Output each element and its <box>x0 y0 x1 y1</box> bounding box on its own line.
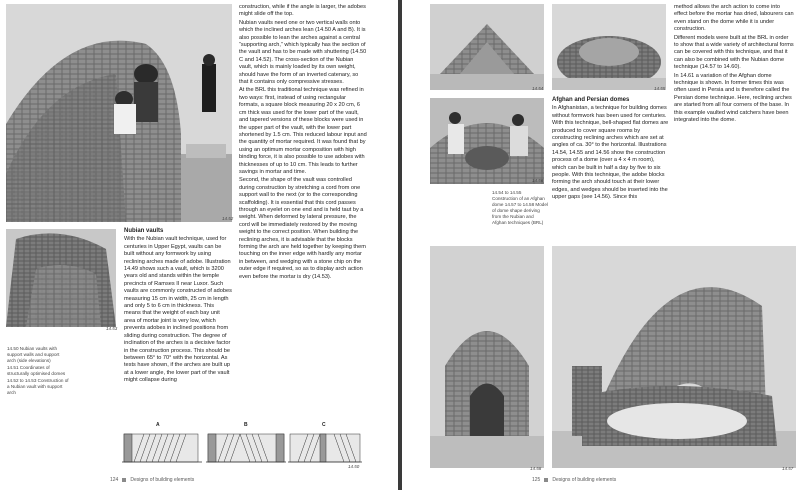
body-text: In Afghanistan, a technique for building domes without formwork has been used for centuries. With this technique, bell-shaped flat domes are produced to cover square rooms by constructing reclining arches which are set at angles of ca. 30° to the horizontal. Illustrations 14.54, 14.55 and 14.56 show the construction process of a dome (over a 4 x 4 m room), which can be built in half a day by five to six people. With this technique, the adobe blocks forming the arch should touch at their lower edges, and wedges should be inserted into the upper gaps (see 14.56). Since this <box>552 105 669 201</box>
footer-square-icon <box>544 478 548 482</box>
figure-caption <box>492 190 548 227</box>
body-text: Different models were built at the BRL in order to show that a wide variety of architectural forms can be covered with this technique, and that it can also be combined with the Nubian dome technique (14.57 to 14.60). <box>674 34 794 71</box>
page-footer <box>110 477 194 483</box>
diagram-label-b: B <box>244 422 248 428</box>
section-heading: Nubian vaults <box>124 228 164 234</box>
body-text: Second, the shape of the vault was controlled during construction by stretching a cord from one support wall to the next (or to the corresponding scaffolding). It is essential that this cord passes through an eyelet on one end and is held taut by a weight. When deformed by lateral pressure, the cord will be immediately restored by the moving weight to the correct position. When building the reclining arches, it is advisable that the blocks forming the arch are held together by keeping them touching on the inner edge with hardly any mortar in between, and wedging with a stone chip on the outer edge if required, so as to display arch action even before the mortar is dry (14.53). <box>239 177 366 280</box>
figure-caption <box>7 346 69 397</box>
left-page <box>0 0 398 490</box>
right-page <box>402 0 800 490</box>
right-page-right-column <box>674 4 794 126</box>
section-heading: Afghan and Persian domes <box>552 97 630 103</box>
body-text: construction, while if the angle is larger, the adobes might slide off the top. <box>239 4 366 18</box>
footer-square-icon <box>122 478 126 482</box>
photo-vault-detail <box>6 229 116 327</box>
page-footer <box>532 477 616 483</box>
body-text: With the Nubian vault technique, used for centuries in Upper Egypt, vaults can be built without any formwork by using reclining arches made of adobe. Illustration 14.49 shows such a vault, which is 3200 years old and stands within the temple precincts of Ramses II near Luxor. Such vaults are commonly constructed of adobes measuring 15 cm in width, 25 cm in length and only 5 to 6 cm in thickness. This means that the weight of each bay unit area of mortar joint is very low, which prevents adobes in inclined positions from sliding during construction. The degree of inclination of the arches is a decisive factor in the construction process. This should be between 65° to 70° with the horizontal. As tests have shown, if the arches are built up at a lower angle, the lower part of the vault might collapse during <box>124 236 232 384</box>
caption-line: 14.50 Nubian vaults with support walls and support arch (side elevations) <box>7 346 60 363</box>
figure-number: 14.50 <box>348 464 360 469</box>
photo-afghan-dome-model-2 <box>552 4 666 90</box>
photo-afghan-dome-workers <box>430 98 544 184</box>
figure-number: 14.56 <box>532 178 544 183</box>
body-text: Nubian vaults need one or two vertical walls onto which the inclined arches lean (14.50 A and B). It is also possible to lean the arches against a central “supporting arch,” which typically has the section of the vault and has to be made with shuttering (14.50 C and 14.52). The cross-section of the Nubian vault, which is mainly loaded by its own weight, should have the form of an inverted catenary, so that it contains only compressive stresses. <box>239 19 367 86</box>
photo-nubian-vault-construction <box>6 4 232 222</box>
page-number: 124 <box>110 477 119 483</box>
page-number: 125 <box>532 477 541 483</box>
diagram-label-c: C <box>322 422 326 428</box>
caption-line: 14.54 to 14.55 Construction of an Afghan dome 14.57 to 14.58 Model of dome shape deriving from the Nubian and Afghan techniques (BRL) <box>492 190 548 225</box>
running-title: Designs of building elements <box>130 477 195 483</box>
figure-number: 14.52 <box>222 216 234 221</box>
figure-number: 14.55 <box>654 86 666 91</box>
diagram-label-a: A <box>156 422 160 428</box>
photo-dome-model-large <box>552 246 796 468</box>
body-text: At the BRL this traditional technique was refined in two ways: first, instead of using rectangular formats, a square block measuring 20 x 20 cm, 6 cm thick was used for the lower part of the vault, and tapered versions of these blocks were used in the upper part of the vault, with the lower part shortened by 1.5 cm. This reduced labour input and the quantity of mortar required. It was found that by using an optimum mortar composition with high binding force, it is also possible to use adobes with thicknesses of up to 10 cm. This leads to further savings in mortar and time. <box>239 87 367 175</box>
photo-afghan-dome-model-1 <box>430 4 544 90</box>
vault-elevation-diagrams <box>122 422 362 468</box>
body-text: method allows the arch action to come into effect before the mortar has dried, labourers can even stand on the dome while it is under construction. <box>674 4 794 33</box>
caption-line: 14.52 to 14.53 Construction of a Nubian vault with support arch <box>7 378 69 395</box>
diagram-drawings <box>122 428 362 468</box>
running-title: Designs of building elements <box>552 477 617 483</box>
figure-number: 14.58 <box>530 466 542 471</box>
figure-number: 14.53 <box>106 326 118 331</box>
caption-line: 14.51 Coordinates of structurally optimised domes <box>7 365 66 376</box>
nubian-vaults-section <box>124 228 232 386</box>
figure-number: 14.57 <box>782 466 794 471</box>
afghan-domes-section <box>552 97 670 203</box>
left-page-right-column <box>239 4 367 282</box>
figure-number: 14.54 <box>532 86 544 91</box>
body-text: In 14.61 a variation of the Afghan dome technique is shown. In former times this was often used in Persia and is therefore called the Persian dome technique. Here, reclining arches are started from all four corners of the base. In this example vaulted wind catchers have been integrated into the dome. <box>674 72 792 124</box>
photo-dome-model-small <box>430 246 544 468</box>
